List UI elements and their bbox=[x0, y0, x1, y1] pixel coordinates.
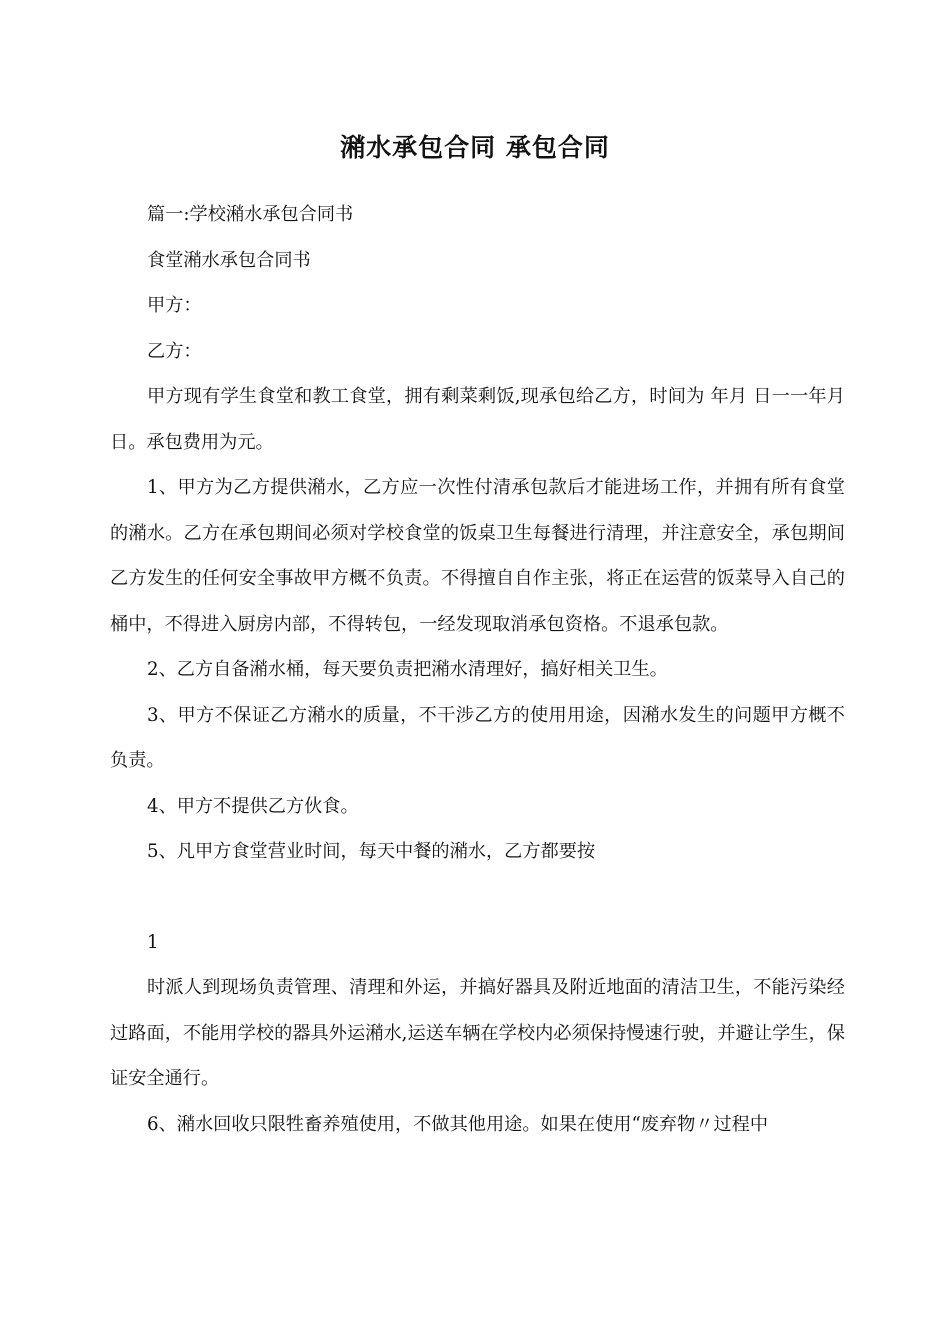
paragraph-clause-5-start: 5、凡甲方食堂营业时间，每天中餐的潲水，乙方都要按 bbox=[147, 841, 596, 862]
document-body bbox=[110, 192, 845, 1147]
document-title: 潲水承包合同 承包合同 bbox=[340, 133, 610, 162]
paragraph-clause-3: 3、甲方不保证乙方潲水的质量，不干涉乙方的使用用途，因潲水发生的问题甲方概不负责。 bbox=[110, 704, 845, 771]
paragraph-clause-5-continued: 时派人到现场负责管理、清理和外运，并搞好器具及附近地面的清洁卫生，不能污染经过路面，不能用学校的器具外运潲水,运送车辆在学校内必须保持慢速行驶，并避让学生，保证安全通行。 bbox=[110, 977, 845, 1089]
paragraph-clause-6: 6、潲水回收只限牲畜养殖使用，不做其他用途。如果在使用“废弃物〃过程中 bbox=[147, 1113, 769, 1135]
paragraph-clause-4: 4、甲方不提供乙方伙食。 bbox=[147, 795, 359, 817]
page-number: 1 bbox=[147, 931, 159, 953]
paragraph-contract-name: 食堂潲水承包合同书 bbox=[147, 249, 311, 271]
paragraph-party-a: 甲方： bbox=[147, 295, 202, 316]
paragraph-clause-1: 1、甲方为乙方提供潲水，乙方应一次性付清承包款后才能进场工作，并拥有所有食堂的潲水。乙方在承包期间必须对学校食堂的饭桌卫生每餐进行清理，并注意安全，承包期间乙方发生的任何安全事故甲方概不负责。不得擅自自作主张，将正在运营的饭菜导入自己的桶中，不得进入厨房内部，不得转包，一经发现取消承包资格。不退承包款。 bbox=[110, 477, 845, 635]
paragraph-party-b: 乙方： bbox=[147, 340, 202, 362]
paragraph-clause-2: 2、乙方自备潲水桶，每天要负责把潲水清理好，搞好相关卫生。 bbox=[147, 659, 668, 680]
paragraph-section-heading: 篇一:学校潲水承包合同书 bbox=[147, 204, 354, 225]
paragraph-intro: 甲方现有学生食堂和教工食堂，拥有剩菜剩饭,现承包给乙方，时间为 年月 日一一年月日。承包费用为元。 bbox=[110, 386, 845, 453]
